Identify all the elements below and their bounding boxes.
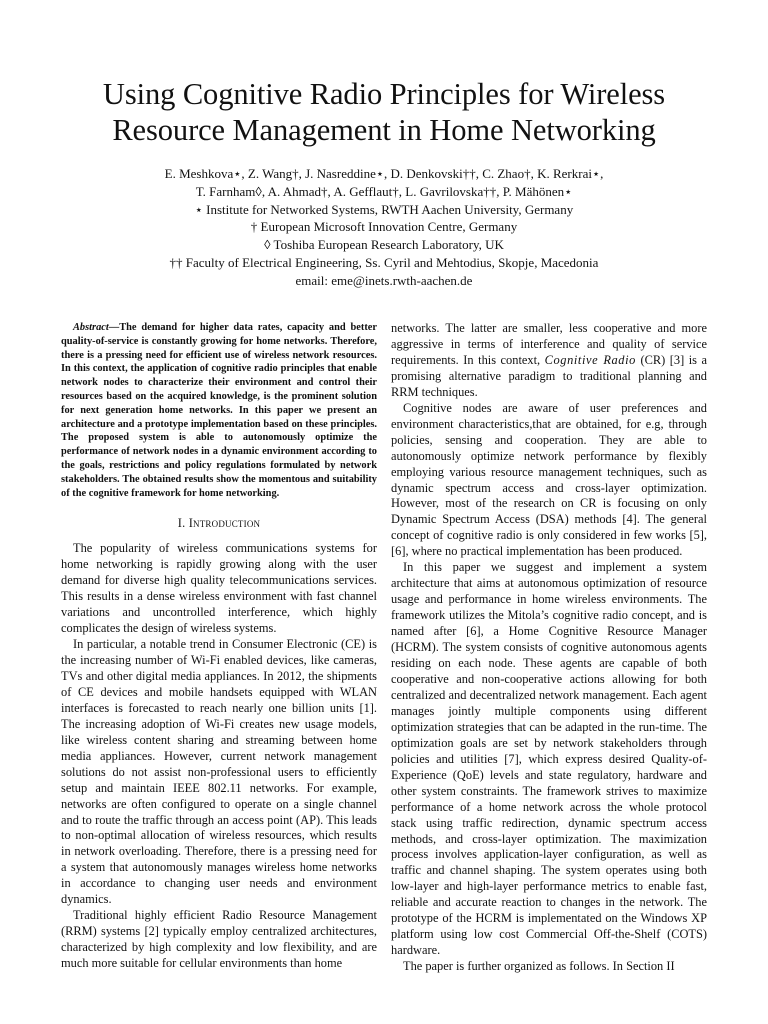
author-line-2: T. Farnham◊, A. Ahmad†, A. Gefflaut†, L. Gavrilovska††, P. Mähönen⋆: [195, 183, 573, 199]
affiliation-2: † European Microsoft Innovation Centre, Germany: [250, 219, 518, 235]
paragraph: The paper is further organized as follows. In Section II: [403, 959, 675, 974]
paragraph: In particular, a notable trend in Consumer Electronic (CE) is the increasing number of Wi-Fi enabled devices, like cameras, TVs and other digital media appliances. In 2012, the shipments of CE devices and mobile handsets equipped with WLAN interfaces is forecasted to reach nearly one billion units [1]. The increasing adoption of Wi-Fi creates new usage models, like wireless content sharing and streaming between home media appliances. However, current network management solutions do not assist non-professional users to efficiently setup and maintain IEEE 802.11 networks. For example, networks are often configured to operate on a single channel and to route the traffic through an access point (AP). This leads to non-optimal allocation of wireless resources, which results in network overloading. Therefore, there is a pressing need for a system that autonomously manages wireless home networks in accordance to changing user needs and environment dynamics.: [61, 637, 377, 907]
title-line-2: Resource Management in Home Networking: [112, 113, 656, 147]
paragraph: [391, 321, 707, 401]
paper-title: [40, 76, 728, 148]
contact-email: email: eme@inets.rwth-aachen.de: [295, 272, 473, 288]
paragraph: The popularity of wireless communications systems for home networking is rapidly growing along with the user demand for diverse high quality telecommunications services. This results in a dense wireless environment with fast channel variations and uncontrolled interference, which highly complicates the design of wireless systems.: [61, 541, 377, 636]
text-run: (CR) [3] is a promising alternative paradigm to traditional planning and RRM techniques.: [391, 352, 707, 399]
paragraph: In this paper we suggest and implement a system architecture that aims at autonomous optimization of resource usage and performance in home wireless environments. The framework utilizes the Mitola’s cognitive radio concept, and is named after [6], a Home Cognitive Resource Manager (HCRM). The system consists of cognitive autonomous agents residing on each node. These agents are capable of both cooperative and non-cooperative actions allowing for both centralized and decentralized network management. Each agent manages jointly multiple components using different optimization strategies that can be adapted in the run-time. The optimization goals are set by network stakeholders through policies and utilities [7], which express desired Quality-of-Experience (QoE) levels and state regulatory, hardware and other system constraints. The framework strives to maximize performance of a home network across the whole protocol stack using traffic redirection, dynamic spectrum access methods, and cross-layer optimization. The maximization process involves application-layer configuration, as well as traffic and channel shaping. The system operates using both low-layer and high-layer performance metrics to enable fast, reliable and accurate reaction to changes in the network. The prototype of the HCRM is implementated on the Windows XP platform using low cost Commercial Off-the-Shelf (COTS) hardware.: [391, 560, 707, 958]
text-run: networks. The latter are smaller, less cooperative and more aggressive in terms of interference and quality of service requirements. In this context,: [391, 321, 707, 367]
abstract-lead: Abstract: [73, 322, 109, 333]
right-column: [391, 321, 707, 975]
left-column: [61, 321, 377, 972]
author-block: [40, 165, 728, 290]
cognitive-radio-term: Cognitive Radio: [544, 352, 636, 367]
section-heading-introduction: [61, 516, 377, 532]
section-number: I.: [177, 516, 186, 531]
section-title: Introduction: [188, 516, 261, 531]
title-line-1: Using Cognitive Radio Principles for Wireless: [102, 77, 666, 111]
affiliation-1: ⋆ Institute for Networked Systems, RWTH Aachen University, Germany: [194, 201, 574, 217]
author-line-1: E. Meshkova⋆, Z. Wang†, J. Nasreddine⋆, D. Denkovski††, C. Zhao†, K. Rerkrai⋆,: [164, 166, 604, 181]
affiliation-3: ◊ Toshiba European Research Laboratory, UK: [264, 237, 504, 253]
affiliation-4: †† Faculty of Electrical Engineering, Ss. Cyril and Mehtodius, Skopje, Macedonia: [169, 254, 599, 270]
paragraph: Cognitive nodes are aware of user preferences and environment characteristics,that are obtained, for e.g, through policies, sensing and cooperation. They are able to autonomously optimize network performance by flexibly employing various resource management techniques, such as dynamic spectrum access and cross-layer optimization. However, most of the research on CR is focusing on only Dynamic Spectrum Access (DSA) methods [4]. The general concept of cognitive radio is only considered in few works [5], [6], where no practical implementation has been produced.: [391, 400, 707, 559]
paragraph: Traditional highly efficient Radio Resource Management (RRM) systems [2] typically employ centralized architectures, characterized by high complexity and low flexibility, and are much more suitable for cellular environments than home: [61, 908, 377, 971]
abstract-body: —The demand for higher data rates, capacity and better quality-of-service is constantly growing for home networks. Therefore, there is a pressing need for efficient use of wireless network resources. In this context, the application of cognitive radio principles that enable network nodes to characterize their environment and control their resources based on the acquired knowledge, is the prominent solution for next generation home networks. In this paper we present an architecture and a prototype implementation based on these principles. The proposed system is able to autonomously optimize the performance of network nodes in a dynamic environment according to the goals, restrictions and policy regulations formulated by network stakeholders. The obtained results show the momentous and suitability of the cognitive framework for home networking.: [61, 322, 377, 499]
abstract: [61, 321, 377, 500]
